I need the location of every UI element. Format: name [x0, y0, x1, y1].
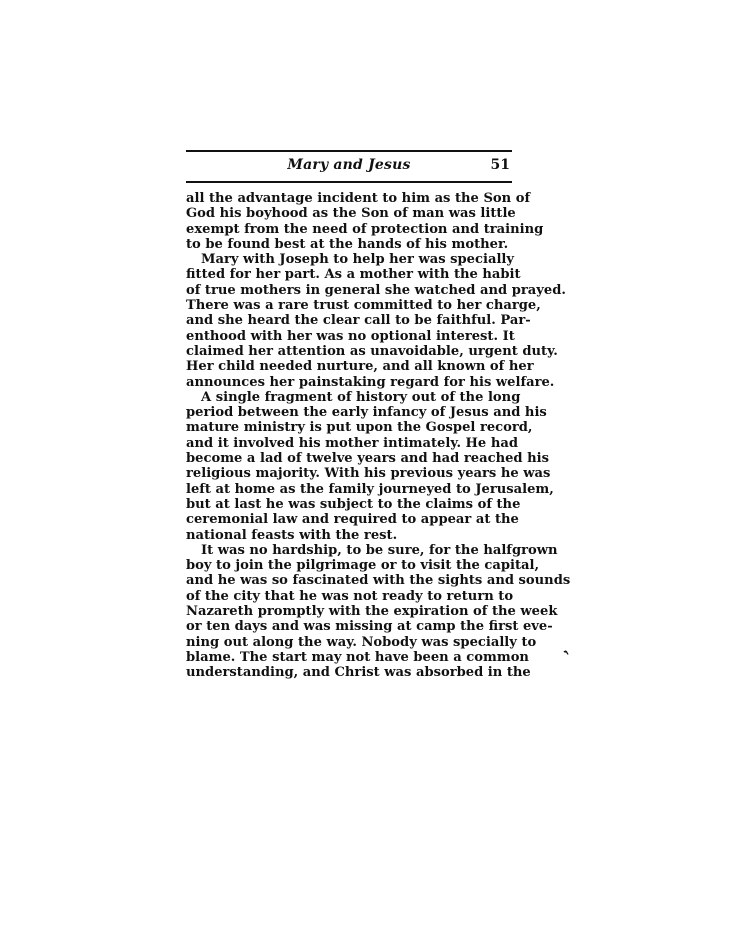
text-line: to be found best at the hands of his mother.	[186, 236, 509, 252]
page-header	[186, 148, 512, 186]
text-line: and it involved his mother intimately. He had	[186, 435, 518, 451]
text-line: religious majority. With his previous years he was	[186, 466, 551, 482]
header-rule-bottom	[186, 181, 512, 183]
text-line: of true mothers in general she watched and prayed.	[186, 282, 566, 298]
text-line: fitted for her part. As a mother with the habit	[186, 267, 521, 283]
text-line: claimed her attention as unavoidable, urgent duty.	[186, 343, 558, 359]
page-number: 51	[490, 157, 510, 173]
text-line: God his boyhood as the Son of man was little	[186, 206, 516, 222]
text-line: exempt from the need of protection and training	[186, 221, 544, 237]
header-rule-top	[186, 150, 512, 152]
text-line: period between the early infancy of Jesus and his	[186, 405, 547, 421]
text-line: and she heard the clear call to be faithful. Par-	[186, 313, 531, 329]
text-line: Her child needed nurture, and all known of her	[186, 359, 534, 375]
text-line: of the city that he was not ready to return to	[186, 588, 514, 604]
ink-speck	[563, 650, 569, 655]
text-line: or ten days and was missing at camp the first eve-	[186, 619, 553, 635]
text-line: blame. The start may not have been a common	[186, 649, 529, 665]
body-text	[186, 191, 571, 681]
text-line: national feasts with the rest.	[186, 527, 398, 543]
text-line: understanding, and Christ was absorbed in the	[186, 665, 531, 681]
text-line: There was a rare trust committed to her charge,	[186, 298, 541, 314]
text-line: ceremonial law and required to appear at the	[186, 512, 519, 528]
text-line: boy to join the pilgrimage or to visit the capital,	[186, 558, 540, 574]
text-line: all the advantage incident to him as the Son of	[186, 191, 531, 206]
text-line: ning out along the way. Nobody was specially to	[186, 634, 537, 650]
text-line: Nazareth promptly with the expiration of the week	[186, 604, 558, 620]
text-line: enthood with her was no optional interest. It	[186, 328, 515, 344]
text-line: It was no hardship, to be sure, for the halfgrown	[201, 542, 558, 558]
text-line: mature ministry is put upon the Gospel record,	[186, 420, 533, 436]
text-line: but at last he was subject to the claims of the	[186, 496, 521, 512]
text-line: A single fragment of history out of the long	[201, 389, 521, 405]
text-line: Mary with Joseph to help her was specially	[201, 252, 514, 268]
text-line: left at home as the family journeyed to Jerusalem,	[186, 481, 554, 497]
text-line: and he was so fascinated with the sights and sounds	[186, 573, 571, 589]
text-line: announces her painstaking regard for his welfare.	[186, 374, 555, 390]
running-title: Mary and Jesus	[287, 157, 411, 173]
text-line: become a lad of twelve years and had reached his	[186, 451, 549, 467]
